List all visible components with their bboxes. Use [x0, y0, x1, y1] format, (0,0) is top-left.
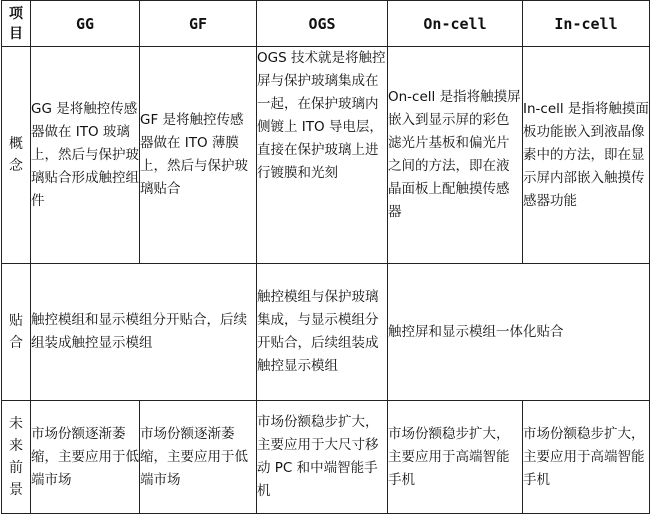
lamination-on-in-cell: 触控屏和显示模组一体化贴合: [388, 264, 650, 401]
lamination-row: [2, 264, 650, 401]
outlook-gf: 市场份额逐渐萎缩，主要应用于低端市场: [140, 401, 257, 514]
concept-row: [2, 47, 650, 264]
comparison-table: [1, 0, 650, 514]
header-row: [2, 1, 650, 47]
outlook-in-cell: 市场份额稳步扩大，主要应用于高端智能手机: [523, 401, 650, 514]
concept-ogs: OGS 技术就是将触控屏与保护玻璃集成在一起，在保护玻璃内侧镀上 ITO 导电层，直接在保护玻璃上进行镀膜和光刻: [257, 47, 388, 264]
header-on-cell: On-cell: [388, 1, 523, 47]
header-item: 项目: [2, 1, 31, 47]
outlook-on-cell: 市场份额稳步扩大，主要应用于高端智能手机: [388, 401, 523, 514]
lamination-gg-gf: 触控模组和显示模组分开贴合，后续组装成触控显示模组: [31, 264, 257, 401]
row-label-lamination: 贴合: [2, 264, 31, 401]
outlook-row: [2, 401, 650, 514]
header-gg: GG: [31, 1, 140, 47]
row-label-outlook: 未来前景: [2, 401, 31, 514]
outlook-gg: 市场份额逐渐萎缩，主要应用于低端市场: [31, 401, 140, 514]
lamination-ogs: 触控模组与保护玻璃集成，与显示模组分开贴合，后续组装成触控显示模组: [257, 264, 388, 401]
header-ogs: OGS: [257, 1, 388, 47]
concept-gg: GG 是将触控传感器做在 ITO 玻璃上，然后与保护玻璃贴合形成触控组件: [31, 47, 140, 264]
header-gf: GF: [140, 1, 257, 47]
concept-in-cell: In-cell 是指将触摸面板功能嵌入到液晶像素中的方法，即在显示屏内部嵌入触摸传感器功能: [523, 47, 650, 264]
header-in-cell: In-cell: [523, 1, 650, 47]
concept-on-cell: On-cell 是指将触摸屏嵌入到显示屏的彩色滤光片基板和偏光片之间的方法，即在液晶面板上配触摸传感器: [388, 47, 523, 264]
outlook-ogs: 市场份额稳步扩大，主要应用于大尺寸移动 PC 和中端智能手机: [257, 401, 388, 514]
concept-gf: GF 是将触控传感器做在 ITO 薄膜上，然后与保护玻璃贴合: [140, 47, 257, 264]
row-label-concept: 概念: [2, 47, 31, 264]
